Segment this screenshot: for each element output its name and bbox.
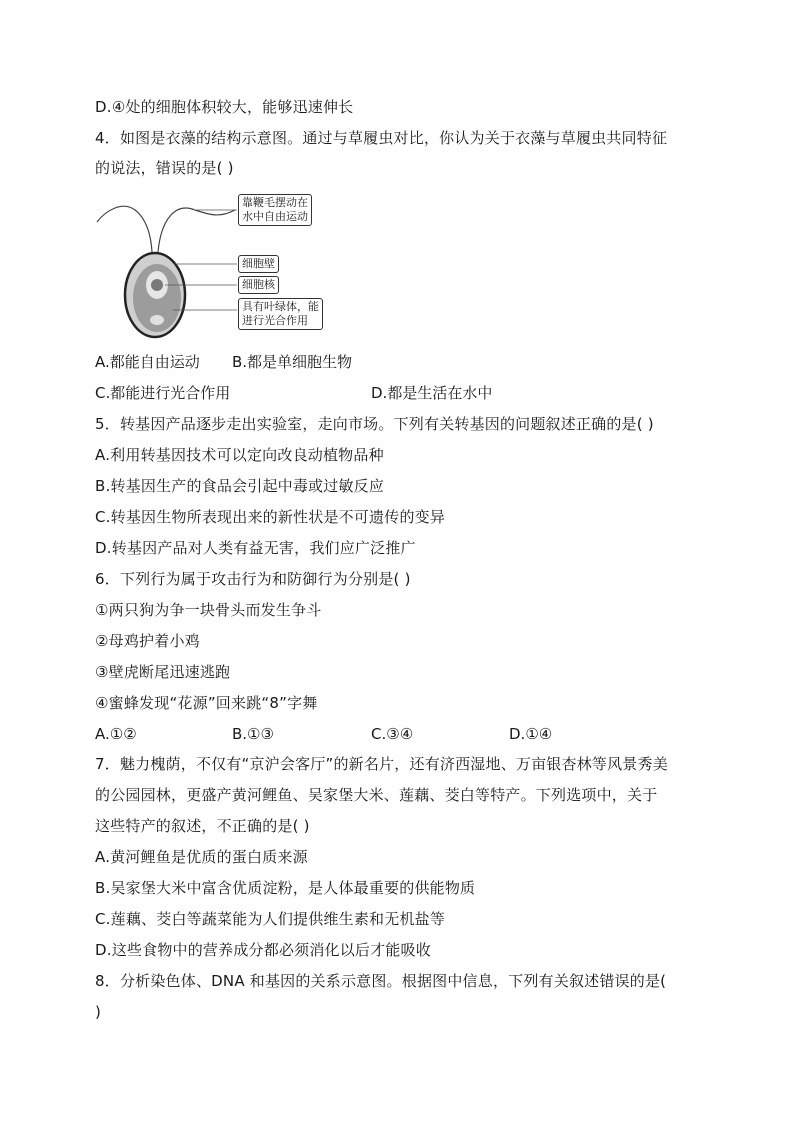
flagella-label-line-2: 水中自由运动	[242, 210, 308, 223]
flagella-label	[238, 194, 312, 226]
q7-stem-line-1: 7．魅力槐荫，不仅有“京沪会客厅”的新名片，还有济西湿地、万亩银杏林等风景秀美	[95, 755, 668, 773]
q4-stem-line-2: 的说法，错误的是( )	[95, 159, 234, 177]
q8-stem-line-1: 8．分析染色体、DNA 和基因的关系示意图。根据图中信息，下列有关叙述错误的是(	[95, 972, 667, 990]
q4-option-d: D.都是生活在水中	[371, 384, 493, 402]
q6-item-3: ③壁虎断尾迅速逃跑	[95, 663, 231, 681]
q4-option-a: A.都能自由运动	[95, 353, 200, 371]
q4-option-b: B.都是单细胞生物	[232, 353, 353, 371]
cell-wall-label: 细胞壁	[238, 255, 279, 273]
q5-option-a: A.利用转基因技术可以定向改良动植物品种	[95, 446, 384, 464]
q5-option-c: C.转基因生物所表现出来的新性状是不可遗传的变异	[95, 508, 446, 526]
q6-item-1: ①两只狗为争一块骨头而发生争斗	[95, 601, 322, 619]
q7-stem-line-3: 这些特产的叙述，不正确的是( )	[95, 817, 310, 835]
q5-option-d: D.转基因产品对人类有益无害，我们应广泛推广	[95, 539, 416, 557]
q8-stem-line-2: )	[95, 1003, 102, 1021]
q7-option-d: D.这些食物中的营养成分都必须消化以后才能吸收	[95, 941, 431, 959]
q3-option-d: D.④处的细胞体积较大，能够迅速伸长	[95, 98, 354, 116]
chloroplast-label	[238, 298, 323, 330]
q6-item-2: ②母鸡护着小鸡	[95, 632, 200, 650]
q6-option-a: A.①②	[95, 725, 137, 743]
q7-option-b: B.吴家堡大米中富含优质淀粉，是人体最重要的供能物质	[95, 879, 476, 897]
q4-option-c: C.都能进行光合作用	[95, 384, 231, 402]
nucleus-label: 细胞核	[238, 276, 279, 294]
chloroplast-label-line-1: 具有叶绿体，能	[242, 300, 319, 313]
chloroplast-label-line-2: 进行光合作用	[242, 314, 308, 327]
q6-option-b: B.①③	[232, 725, 274, 743]
q6-option-c: C.③④	[371, 725, 414, 743]
q6-option-d: D.①④	[509, 725, 553, 743]
q7-option-c: C.莲藕、茭白等蔬菜能为人们提供维生素和无机盐等	[95, 910, 446, 928]
chlamydomonas-diagram	[95, 190, 340, 340]
q4-stem-line-1: 4．如图是衣藻的结构示意图。通过与草履虫对比，你认为关于衣藻与草履虫共同特征	[95, 129, 668, 147]
q7-option-a: A.黄河鲤鱼是优质的蛋白质来源	[95, 848, 308, 866]
q6-item-4: ④蜜蜂发现“花源”回来跳“8”字舞	[95, 694, 318, 712]
q6-stem: 6．下列行为属于攻击行为和防御行为分别是( )	[95, 570, 411, 588]
q5-option-b: B.转基因生产的食品会引起中毒或过敏反应	[95, 477, 385, 495]
flagella-label-line-1: 靠鞭毛摆动在	[242, 196, 308, 209]
q7-stem-line-2: 的公园园林，更盛产黄河鲤鱼、吴家堡大米、莲藕、茭白等特产。下列选项中，关于	[95, 786, 658, 804]
q5-stem: 5．转基因产品逐步走出实验室，走向市场。下列有关转基因的问题叙述正确的是( )	[95, 415, 654, 433]
